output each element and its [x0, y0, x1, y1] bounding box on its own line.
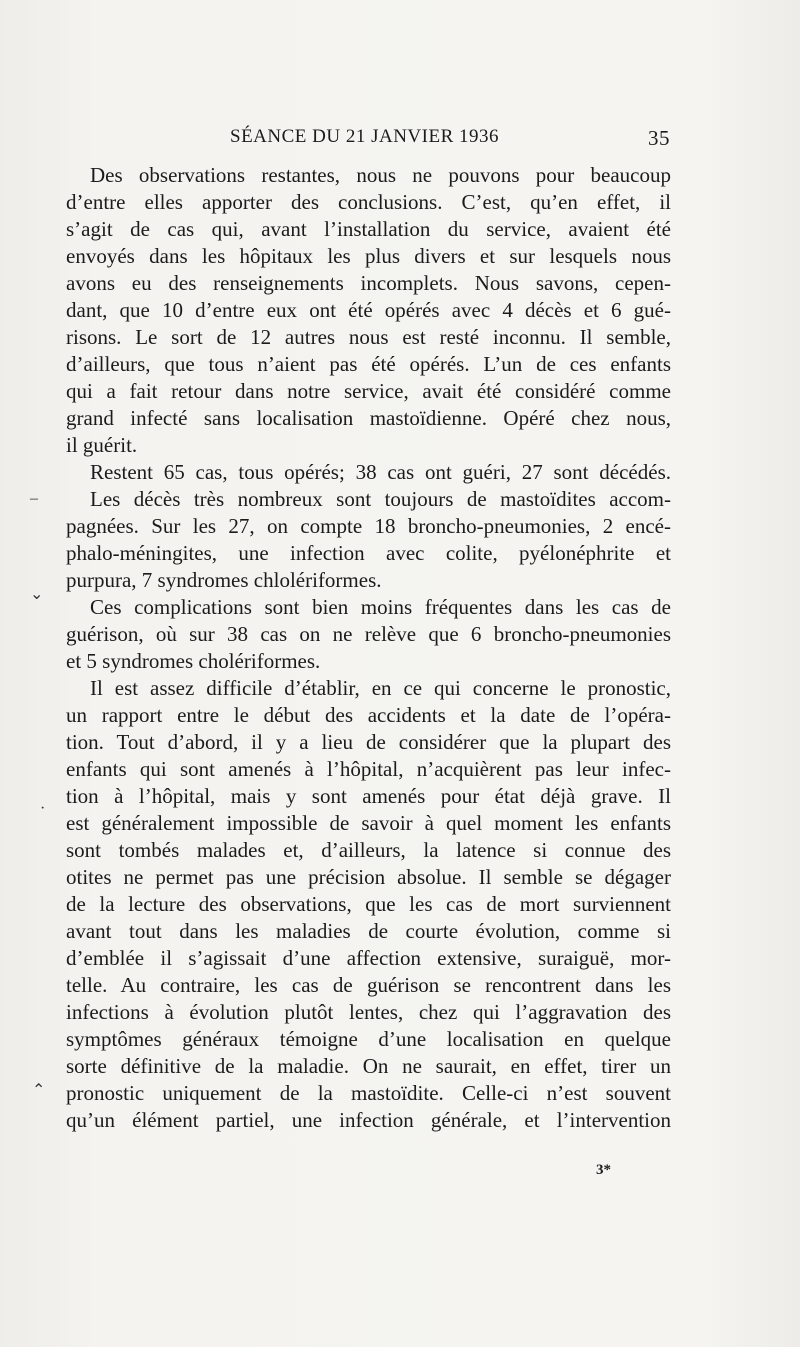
running-head: SÉANCE DU 21 JANVIER 1936: [230, 126, 499, 147]
text-line: il guérit.: [66, 433, 138, 457]
text-line: Ces complications sont bien moins fréquentes dans les cas de: [90, 595, 671, 619]
text-line: est généralement impossible de savoir à quel moment les enfants: [66, 811, 671, 835]
text-line: phalo-méningites, une infection avec colite, pyélonéphrite et: [66, 541, 671, 565]
text-line: grand infecté sans localisation mastoïdienne. Opéré chez nous,: [66, 406, 671, 430]
text-line: enfants qui sont amenés à l’hôpital, n’acquièrent pas leur infec-: [66, 757, 671, 781]
page-header: [230, 126, 670, 156]
text-line: qui a fait retour dans notre service, avait été considéré comme: [66, 379, 671, 403]
text-line: un rapport entre le début des accidents et la date de l’opéra-: [66, 703, 671, 727]
text-line: et 5 syndromes cholériformes.: [66, 649, 321, 673]
text-line: pronostic uniquement de la mastoïdite. Celle-ci n’est souvent: [66, 1081, 671, 1105]
text-line: s’agit de cas qui, avant l’installation du service, avaient été: [66, 217, 671, 241]
text-line: purpura, 7 syndromes chlolériformes.: [66, 568, 382, 592]
text-line: symptômes généraux témoigne d’une localisation en quelque: [66, 1027, 671, 1051]
text-line: de la lecture des observations, que les cas de mort surviennent: [66, 892, 671, 916]
text-line: tion à l’hôpital, mais y sont amenés pour état déjà grave. Il: [66, 784, 671, 808]
text-line: tion. Tout d’abord, il y a lieu de considérer que la plupart des: [66, 730, 671, 754]
text-line: otites ne permet pas une précision absolue. Il semble se dégager: [66, 865, 671, 889]
text-line: Les décès très nombreux sont toujours de mastoïdites accom-: [90, 487, 671, 511]
margin-check-mark: ⌄: [30, 586, 44, 603]
text-line: pagnées. Sur les 27, on compte 18 broncho-pneumonies, 2 encé-: [66, 514, 671, 538]
text-line: Restent 65 cas, tous opérés; 38 cas ont guéri, 27 sont décédés.: [90, 460, 671, 484]
text-line: avons eu des renseignements incomplets. Nous savons, cepen-: [66, 271, 671, 295]
text-line: qu’un élément partiel, une infection générale, et l’intervention: [66, 1108, 671, 1132]
signature-mark: 3*: [596, 1162, 611, 1178]
text-line: telle. Au contraire, les cas de guérison se rencontrent dans les: [66, 973, 671, 997]
text-line: Des observations restantes, nous ne pouvons pour beaucoup: [90, 163, 671, 187]
text-line: sorte définitive de la maladie. On ne saurait, en effet, tirer un: [66, 1054, 671, 1078]
text-line: Il est assez difficile d’établir, en ce qui concerne le pronostic,: [90, 676, 671, 700]
margin-dot-mark: ·: [40, 800, 46, 817]
margin-tick-mark: ⌃: [32, 1082, 46, 1099]
body-text: [66, 162, 671, 1134]
text-line: envoyés dans les hôpitaux les plus divers et sur lesquels nous: [66, 244, 671, 268]
text-line: risons. Le sort de 12 autres nous est resté inconnu. Il semble,: [66, 325, 671, 349]
text-line: sont tombés malades et, d’ailleurs, la latence si connue des: [66, 838, 671, 862]
text-line: d’emblée il s’agissait d’une affection extensive, suraiguë, mor-: [66, 946, 671, 970]
page-number: 35: [648, 126, 670, 150]
margin-dash-mark: –: [30, 490, 38, 507]
text-line: infections à évolution plutôt lentes, chez qui l’aggravation des: [66, 1000, 671, 1024]
text-line: d’entre elles apporter des conclusions. C’est, qu’en effet, il: [66, 190, 671, 214]
text-line: dant, que 10 d’entre eux ont été opérés avec 4 décès et 6 gué-: [66, 298, 671, 322]
text-line: guérison, où sur 38 cas on ne relève que 6 broncho-pneumonies: [66, 622, 671, 646]
text-line: d’ailleurs, que tous n’aient pas été opérés. L’un de ces enfants: [66, 352, 671, 376]
text-line: avant tout dans les maladies de courte évolution, comme si: [66, 919, 671, 943]
